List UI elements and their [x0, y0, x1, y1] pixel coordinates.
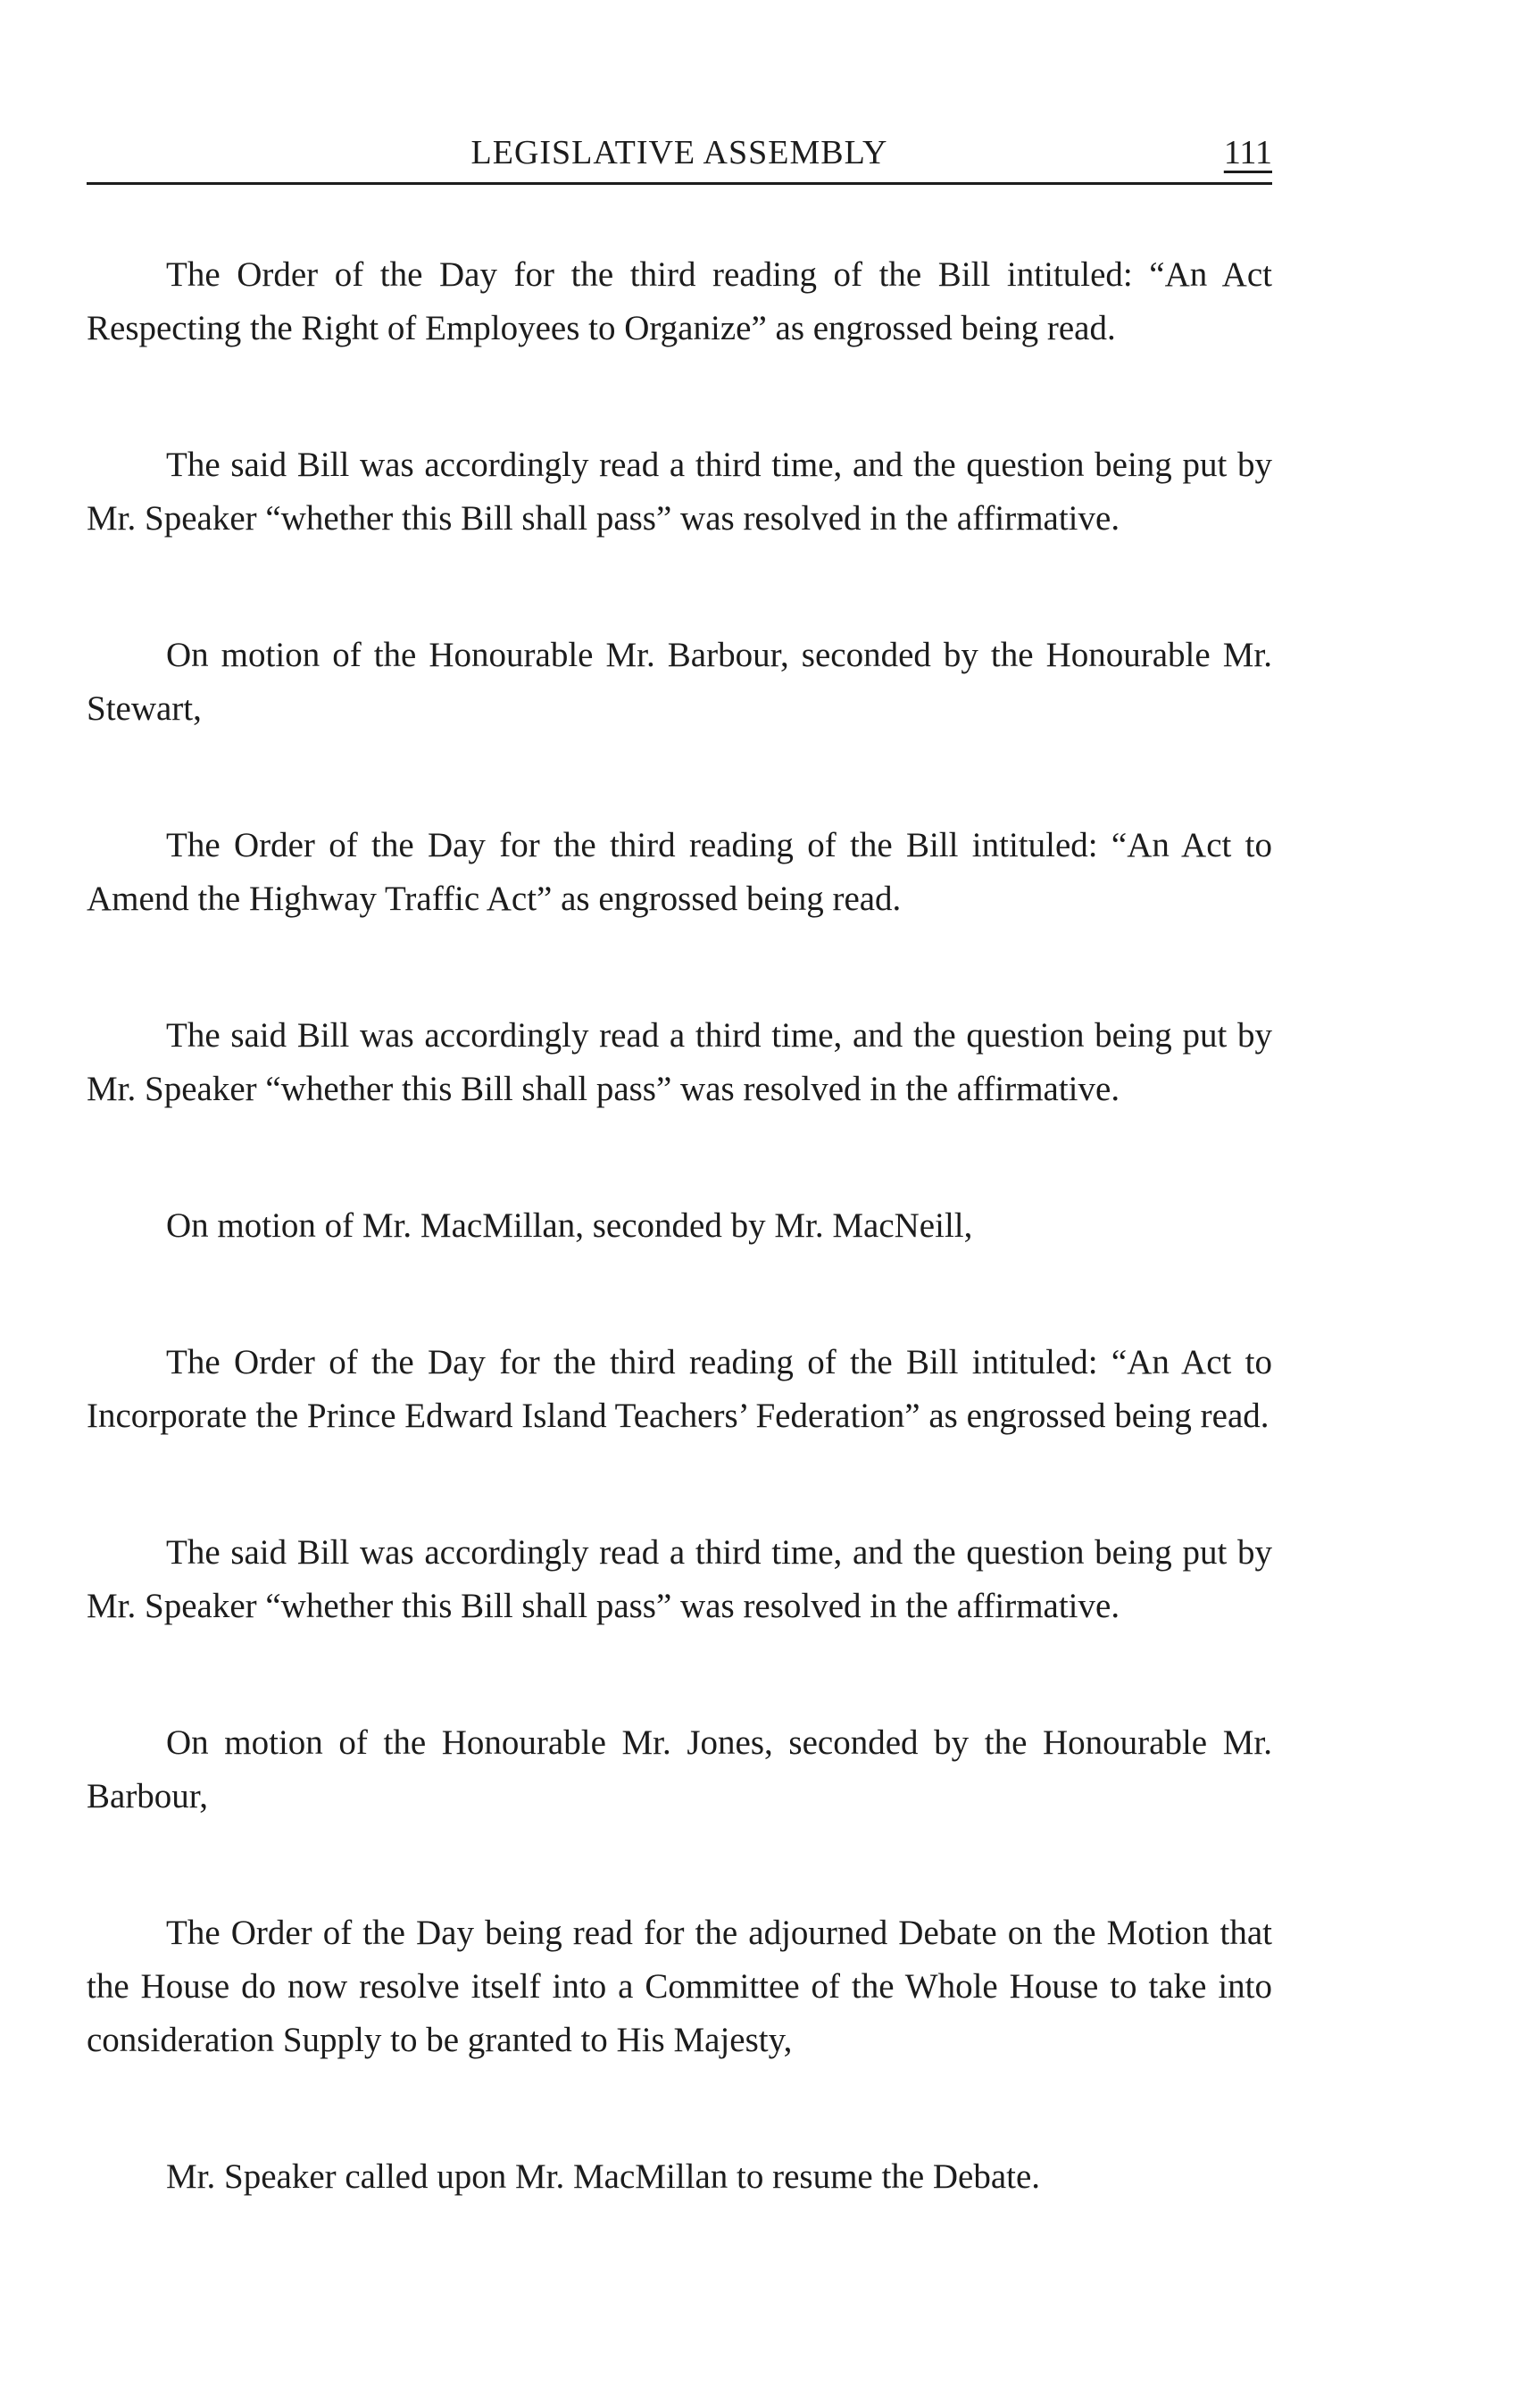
paragraph-11: Mr. Speaker called upon Mr. MacMillan to resume the Debate.: [166, 2157, 1041, 2196]
paragraph-9: On motion of the Honourable Mr. Jones, seconded by the Honourable Mr. Barbour,: [87, 1723, 1272, 1815]
paragraph-5: The said Bill was accordingly read a third time, and the question being put by Mr. Speaker “whether this Bill shall pass” was resolved in the affirmative.: [87, 1016, 1272, 1108]
paragraph-10: The Order of the Day being read for the adjourned Debate on the Motion that the House do now resolve itself into a Committee of the Whole House to take into consideration Supply to be granted to His Majesty,: [87, 1914, 1272, 2059]
paragraph-7: The Order of the Day for the third reading of the Bill intituled: “An Act to Incorporate the Prince Edward Island Teachers’ Federation” as engrossed being read.: [87, 1343, 1272, 1435]
paragraph-3: On motion of the Honourable Mr. Barbour, seconded by the Honourable Mr. Stewart,: [87, 636, 1272, 728]
paragraph-4: The Order of the Day for the third reading of the Bill intituled: “An Act to Amend the Highway Traffic Act” as engrossed being read.: [87, 826, 1272, 918]
page-number: 111: [1223, 134, 1272, 171]
paragraph-2: The said Bill was accordingly read a third time, and the question being put by Mr. Speaker “whether this Bill shall pass” was resolved in the affirmative.: [87, 446, 1272, 538]
paragraph-1: The Order of the Day for the third reading of the Bill intituled: “An Act Respecting the Right of Employees to Organize” as engrossed being read.: [87, 255, 1272, 347]
body-text: [87, 248, 1272, 2204]
running-title: LEGISLATIVE ASSEMBLY: [470, 134, 888, 171]
paragraph-8: The said Bill was accordingly read a third time, and the question being put by Mr. Speaker “whether this Bill shall pass” was resolved in the affirmative.: [87, 1533, 1272, 1625]
running-header: [87, 132, 1272, 185]
paragraph-6: On motion of Mr. MacMillan, seconded by Mr. MacNeill,: [166, 1206, 973, 1245]
